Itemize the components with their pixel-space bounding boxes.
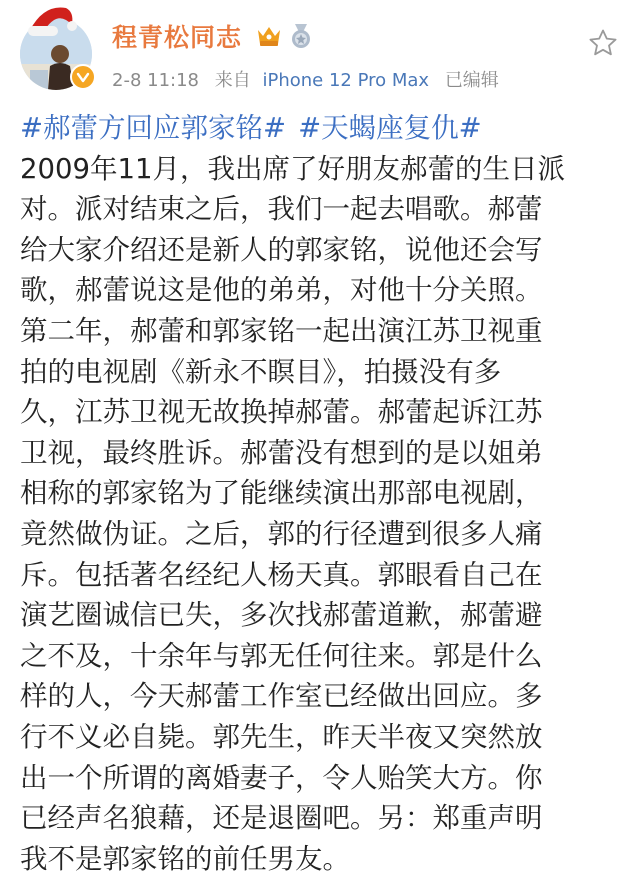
username[interactable]: 程青松同志 xyxy=(112,23,243,52)
santa-hat-icon xyxy=(26,2,78,38)
post-text-line: 相称的郭家铭为了能继续演出那部电视剧， xyxy=(20,477,543,510)
post-text-line: 之不及，十余年与郭无任何往来。郭是什么 xyxy=(20,639,543,672)
post-text-line: 久，江苏卫视无故换掉郝蕾。郝蕾起诉江苏 xyxy=(20,396,543,429)
post-text-line: 给大家介绍还是新人的郭家铭，说他还会写 xyxy=(20,233,543,266)
post-text-line: 已经声名狼藉，还是退圈吧。另：郑重声明 xyxy=(20,802,543,835)
star-icon[interactable] xyxy=(588,28,618,58)
vip-crown-icon[interactable] xyxy=(255,24,283,48)
hashtag-link[interactable]: #天蝎座复仇# xyxy=(298,112,482,144)
post-text-line: 卫视，最终胜诉。郝蕾没有想到的是以姐弟 xyxy=(20,436,543,469)
post-text-line: 对。派对结束之后，我们一起去唱歌。郝蕾 xyxy=(20,193,543,226)
post-text-line: 样的人，今天郝蕾工作室已经做出回应。多 xyxy=(20,680,543,713)
medal-icon[interactable] xyxy=(288,22,314,50)
post-text-line: 斥。包括著名经纪人杨天真。郭眼看自己在 xyxy=(20,558,543,591)
post-text-line: 演艺圈诚信已失，多次找郝蕾道歉，郝蕾避 xyxy=(20,599,543,632)
post-source-prefix: 来自 xyxy=(214,70,251,91)
post-body xyxy=(20,108,632,879)
edited-label[interactable]: 已编辑 xyxy=(444,70,499,91)
post-text-line: 歌，郝蕾说这是他的弟弟，对他十分关照。 xyxy=(20,274,543,307)
hashtag-link[interactable]: #郝蕾方回应郭家铭# xyxy=(20,112,287,144)
post-text-line: 拍的电视剧《新永不瞑目》，拍摄没有多 xyxy=(20,355,502,388)
post-date: 2-8 11:18 xyxy=(112,70,199,91)
post-header xyxy=(0,0,640,100)
verified-badge-icon xyxy=(70,64,96,90)
post-device[interactable]: iPhone 12 Pro Max xyxy=(262,70,430,91)
post-text-line: 我不是郭家铭的前任男友。 xyxy=(20,842,350,875)
hashtag-row xyxy=(20,108,632,149)
post-meta xyxy=(112,66,509,92)
post-text-line: 2009年11月，我出席了好朋友郝蕾的生日派 xyxy=(20,152,565,185)
post-text-line: 竟然做伪证。之后，郭的行径遭到很多人痛 xyxy=(20,517,543,550)
post-text-line: 出一个所谓的离婚妻子，令人贻笑大方。你 xyxy=(20,761,543,794)
post-text-line: 第二年，郝蕾和郭家铭一起出演江苏卫视重 xyxy=(20,314,543,347)
post-text-line: 行不义必自毙。郭先生，昨天半夜又突然放 xyxy=(20,720,543,753)
